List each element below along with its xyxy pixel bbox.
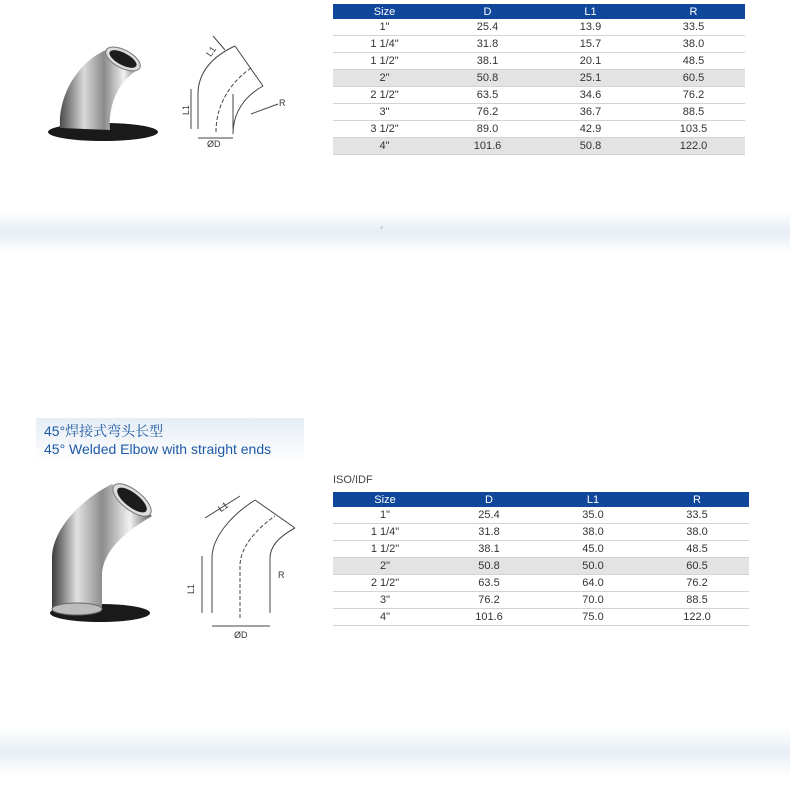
elbow-photo-short <box>38 40 168 150</box>
cell-d: 25.4 <box>437 507 541 524</box>
cell-size: 3 1/2" <box>333 121 436 138</box>
diagram-d-label: ØD <box>207 139 221 149</box>
table-row <box>333 558 749 575</box>
diagram-r-label: R <box>279 98 286 108</box>
cell-d: 38.1 <box>437 541 541 558</box>
cell-l1: 35.0 <box>541 507 645 524</box>
table-row <box>333 541 749 558</box>
table-row <box>333 524 749 541</box>
diagram-l1-top-label: L1 <box>204 44 219 59</box>
cell-r: 33.5 <box>645 507 749 524</box>
cell-l1: 20.1 <box>539 53 642 70</box>
cell-size: 1 1/2" <box>333 53 436 70</box>
cell-l1: 75.0 <box>541 609 645 626</box>
table-row <box>333 609 749 626</box>
table-row <box>333 592 749 609</box>
cell-d: 101.6 <box>437 609 541 626</box>
table-row <box>333 87 745 104</box>
header-l1: L1 <box>539 4 642 19</box>
cell-d: 31.8 <box>436 36 539 53</box>
cell-l1: 42.9 <box>539 121 642 138</box>
table-row <box>333 36 745 53</box>
table-row <box>333 121 745 138</box>
cell-l1: 34.6 <box>539 87 642 104</box>
cell-r: 60.5 <box>645 558 749 575</box>
header-r: R <box>642 4 745 19</box>
cell-l1: 50.0 <box>541 558 645 575</box>
header-d: D <box>436 4 539 19</box>
cell-size: 1 1/2" <box>333 541 437 558</box>
cell-r: 122.0 <box>645 609 749 626</box>
cell-r: 76.2 <box>645 575 749 592</box>
cell-r: 76.2 <box>642 87 745 104</box>
cell-size: 2 1/2" <box>333 87 436 104</box>
elbow-photo-long <box>40 478 175 628</box>
cell-d: 50.8 <box>436 70 539 87</box>
table-row <box>333 507 749 524</box>
cell-size: 2" <box>333 70 436 87</box>
cell-r: 88.5 <box>642 104 745 121</box>
cell-l1: 64.0 <box>541 575 645 592</box>
section-title <box>36 418 304 462</box>
section-divider-2 <box>0 728 790 776</box>
cell-r: 48.5 <box>642 53 745 70</box>
cell-size: 4" <box>333 609 437 626</box>
cell-size: 2" <box>333 558 437 575</box>
header-size: Size <box>333 4 436 19</box>
cell-r: 48.5 <box>645 541 749 558</box>
cell-l1: 70.0 <box>541 592 645 609</box>
title-english: 45° Welded Elbow with straight ends <box>44 441 272 457</box>
table-row <box>333 104 745 121</box>
table-row <box>333 138 745 155</box>
header-d: D <box>437 492 541 507</box>
cell-r: 38.0 <box>645 524 749 541</box>
header-size: Size <box>333 492 437 507</box>
table-row <box>333 70 745 87</box>
cell-r: 60.5 <box>642 70 745 87</box>
table-header-row <box>333 492 749 507</box>
cell-l1: 36.7 <box>539 104 642 121</box>
cell-l1: 38.0 <box>541 524 645 541</box>
cell-d: 25.4 <box>436 19 539 36</box>
cell-l1: 13.9 <box>539 19 642 36</box>
spec-table-1 <box>333 4 745 155</box>
elbow-diagram-short <box>183 34 293 149</box>
cell-d: 38.1 <box>436 53 539 70</box>
cell-size: 1" <box>333 507 437 524</box>
header-l1: L1 <box>541 492 645 507</box>
diagram-l1-label: L1 <box>181 104 191 115</box>
header-r: R <box>645 492 749 507</box>
table-header-row <box>333 4 745 19</box>
cell-size: 4" <box>333 138 436 155</box>
cell-r: 38.0 <box>642 36 745 53</box>
spec-table-2 <box>333 492 749 626</box>
cell-size: 1 1/4" <box>333 36 436 53</box>
diagram2-r-label: R <box>278 570 285 580</box>
cell-d: 63.5 <box>437 575 541 592</box>
title-chinese: 45°焊接式弯头长型 <box>44 423 164 439</box>
cell-size: 1 1/4" <box>333 524 437 541</box>
cell-d: 31.8 <box>437 524 541 541</box>
cell-l1: 50.8 <box>539 138 642 155</box>
diagram2-l1-label: L1 <box>186 583 196 594</box>
cell-d: 89.0 <box>436 121 539 138</box>
cell-size: 2 1/2" <box>333 575 437 592</box>
table-row <box>333 19 745 36</box>
cell-l1: 45.0 <box>541 541 645 558</box>
cell-r: 103.5 <box>642 121 745 138</box>
cell-r: 88.5 <box>645 592 749 609</box>
cell-d: 101.6 <box>436 138 539 155</box>
cell-d: 63.5 <box>436 87 539 104</box>
diagram2-l1-top-label: L1 <box>216 499 231 514</box>
section-divider-1 <box>0 212 790 252</box>
cell-l1: 25.1 <box>539 70 642 87</box>
elbow-diagram-long <box>180 488 300 643</box>
standard-label: ISO/IDF <box>333 474 373 486</box>
cell-d: 50.8 <box>437 558 541 575</box>
cell-size: 3" <box>333 104 436 121</box>
cell-r: 33.5 <box>642 19 745 36</box>
table-row <box>333 53 745 70</box>
cell-size: 3" <box>333 592 437 609</box>
cell-size: 1" <box>333 19 436 36</box>
cell-d: 76.2 <box>437 592 541 609</box>
cell-d: 76.2 <box>436 104 539 121</box>
cell-r: 122.0 <box>642 138 745 155</box>
cell-l1: 15.7 <box>539 36 642 53</box>
table-row <box>333 575 749 592</box>
diagram2-d-label: ØD <box>234 630 248 640</box>
